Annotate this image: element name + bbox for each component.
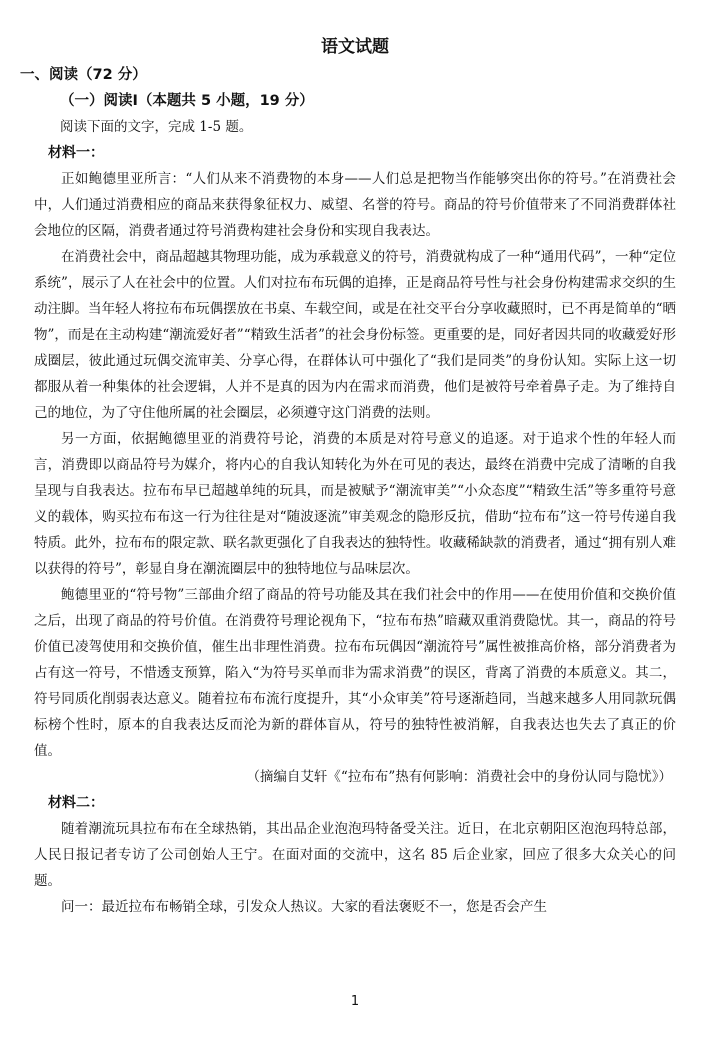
- material-1-heading: 材料一：: [48, 145, 104, 161]
- material-2-heading: 材料二：: [48, 795, 104, 811]
- instruction-text: 阅读下面的文字，完成 1-5 题。: [60, 119, 253, 135]
- material-1-paragraph: 鲍德里亚的“符号物”三部曲介绍了商品的符号功能及其在我们社会中的作用——在使用价值和交换价值之后，出现了商品的符号价值。在消费符号理论视角下，“拉布布热”暗藏双重消费隐忧。其一，商品的符号价值已凌驾使用和交换价值，催生出非理性消费。拉布布玩偶因“潮流符号”属性被推高价格，部分消费者为占有这一符号，不惜透支预算，陷入“为符号买单而非为需求消费”的误区，背离了消费的本质意义。其二，符号同质化削弱表达意义。随着拉布布流行度提升，其“小众审美”符号逐渐趋同，当越来越多人用同款玩偶标榜个性时，原本的自我表达反而沦为新的群体盲从，符号的独特性被消解，自我表达也失去了真正的价值。: [34, 587, 676, 759]
- subsection-heading-reading-1: （一）阅读I（本题共 5 小题，19 分）: [60, 93, 314, 109]
- section-heading-reading: 一、阅读（72 分）: [20, 67, 147, 83]
- material-1-paragraph: 另一方面，依据鲍德里亚的消费符号论，消费的本质是对符号意义的追逐。对于追求个性的年轻人而言，消费即以商品符号为媒介，将内心的自我认知转化为外在可见的表达，最终在消费中完成了清晰的自我呈现与自我表达。拉布布早已超越单纯的玩具，而是被赋予“潮流审美”“小众态度”“精致生活”等多重符号意义的载体，购买拉布布这一行为往往是对“随波逐流”审美观念的隐形反抗，借助“拉布布”这一符号传递自我特质。此外，拉布布的限定款、联名款更强化了自我表达的独特性。收藏稀缺款的消费者，通过“拥有别人难以获得的符号”，彰显自身在潮流圈层中的独特地位与品味层次。: [34, 431, 676, 577]
- page-title: 语文试题: [321, 37, 389, 57]
- material-1-paragraph: 在消费社会中，商品超越其物理功能，成为承载意义的符号，消费就构成了一种“通用代码”，一种“定位系统”，展示了人在社会中的位置。人们对拉布布玩偶的追捧，正是商品符号性与社会身份构建需求交织的生动注脚。当年轻人将拉布布玩偶摆放在书桌、车载空间，或是在社交平台分享收藏照时，已不再是简单的“晒物”，而是在主动构建“潮流爱好者”“精致生活者”的社会身份标签。更重要的是，同好者因共同的收藏爱好形成圈层，彼此通过玩偶交流审美、分享心得，在群体认可中强化了“我们是同类”的身份认知。实际上这一切都服从着一种集体的社会逻辑，人并不是真的因为内在需求而消费，他们是被符号牵着鼻子走。为了维持自己的地位，为了守住他所属的社会圈层，必须遵守这门消费的法则。: [34, 249, 677, 421]
- material-1-source: （摘编自艾轩《“拉布布”热有何影响：消费社会中的身份认同与隐忧》）: [246, 769, 672, 785]
- material-2-paragraph: 问一：最近拉布布畅销全球，引发众人热议。大家的看法褒贬不一，您是否会产生: [61, 899, 547, 915]
- material-1-paragraph: 正如鲍德里亚所言：“人们从来不消费物的本身——人们总是把物当作能够突出你的符号。”在消费社会中，人们通过消费相应的商品来获得象征权力、威望、名誉的符号。商品的符号价值带来了不同消费群体社会地位的区隔，消费者通过符号消费构建社会身份和实现自我表达。: [34, 171, 676, 239]
- page-number: 1: [350, 994, 360, 1009]
- material-2-paragraph: 随着潮流玩具拉布布在全球热销，其出品企业泡泡玛特备受关注。近日，在北京朝阳区泡泡玛特总部，人民日报记者专访了公司创始人王宁。在面对面的交流中，这名 85 后企业家，回应了很多大众关心的问题。: [34, 821, 676, 889]
